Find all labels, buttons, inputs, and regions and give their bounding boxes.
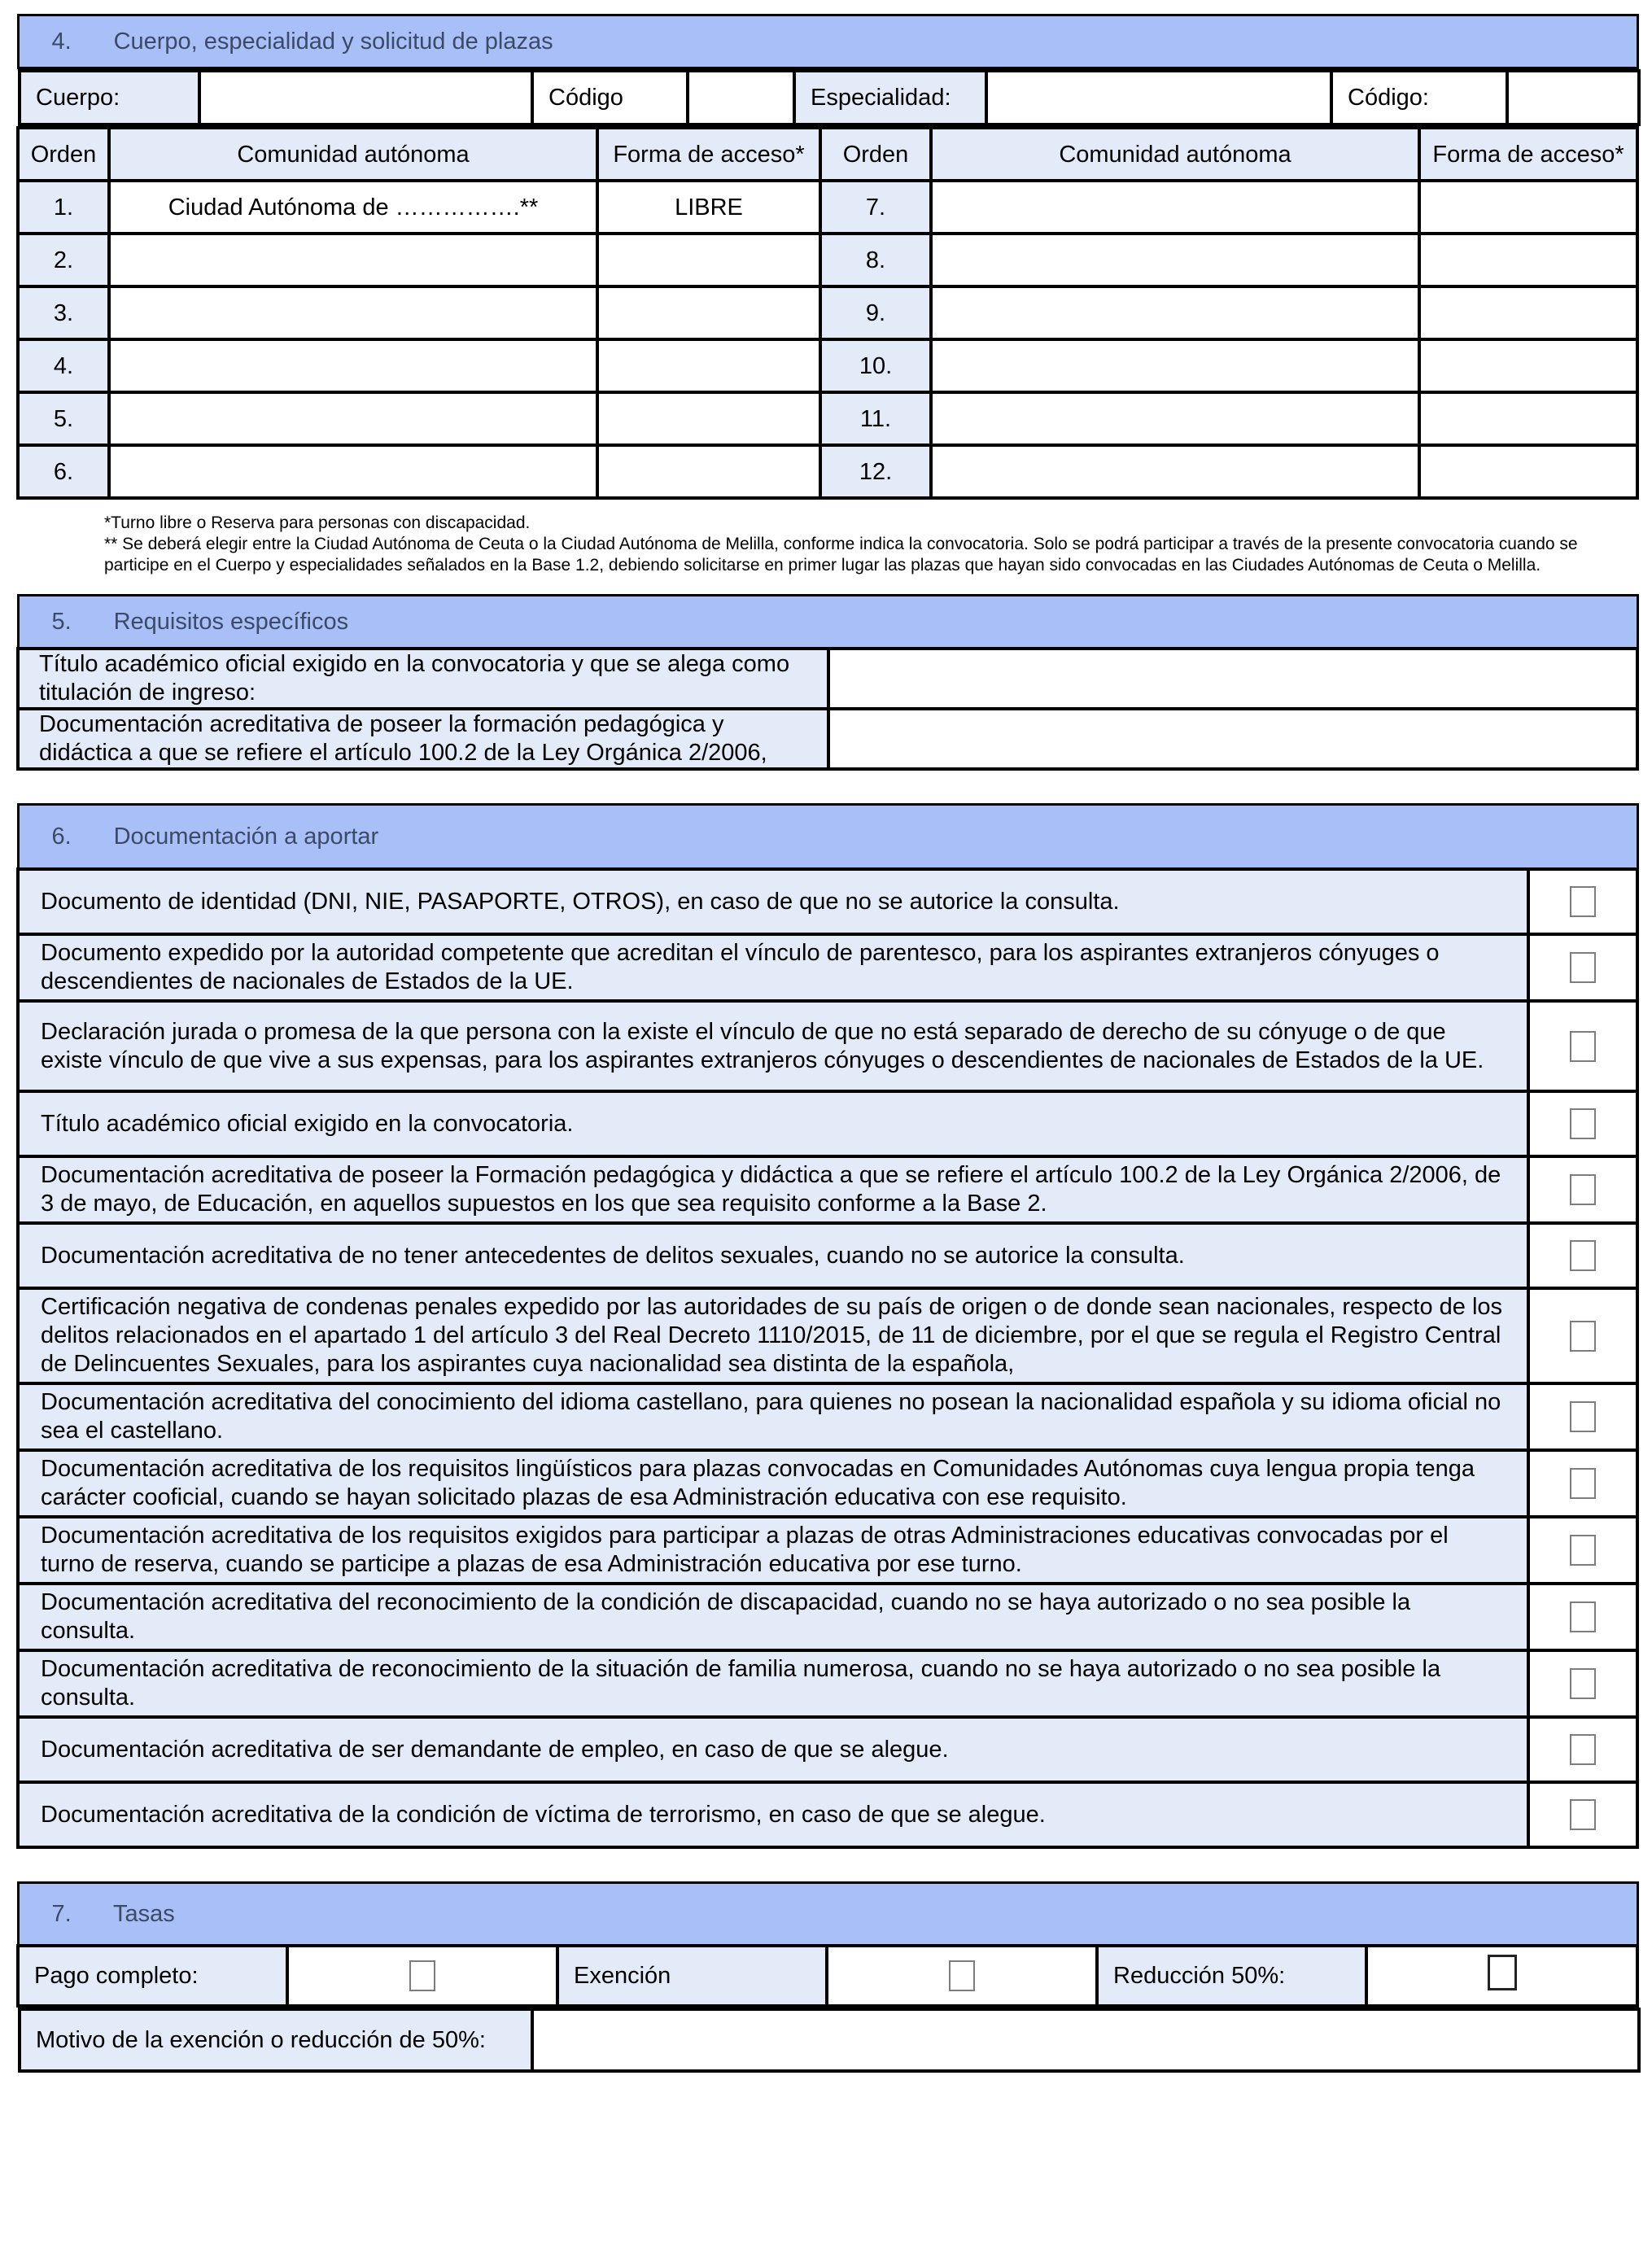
forma-cell[interactable] <box>1419 392 1637 445</box>
document-item <box>18 869 1637 934</box>
comunidad-cell[interactable] <box>109 339 597 392</box>
section-4-header <box>18 15 1637 68</box>
document-item-label: Título académico oficial exigido en la convocatoria. <box>18 1091 1528 1156</box>
forma-cell[interactable] <box>1419 339 1637 392</box>
forma-cell[interactable] <box>1419 181 1637 234</box>
section-number: 6. <box>51 824 72 850</box>
comunidad-cell[interactable] <box>109 234 597 286</box>
document-item <box>18 1450 1637 1517</box>
forma-cell[interactable]: LIBRE <box>597 181 820 234</box>
section-number: 5. <box>51 609 72 635</box>
checkbox[interactable] <box>1570 1668 1596 1699</box>
forma-cell[interactable] <box>1419 234 1637 286</box>
document-item-label: Documentación acreditativa de los requisitos lingüísticos para plazas convocadas en Comunidades Autónomas cuya lengua propia tenga carácter cooficial, cuando se hayan solicitado plazas de esa Administración educativa con ese requisito. <box>18 1450 1528 1517</box>
comunidad-cell[interactable] <box>931 234 1419 286</box>
footnote-1: *Turno libre o Reserva para personas con discapacidad. <box>104 513 531 532</box>
orden-number: 3. <box>18 286 109 339</box>
forma-cell[interactable] <box>597 445 820 498</box>
especialidad-field[interactable] <box>986 71 1331 125</box>
comunidad-cell[interactable] <box>931 445 1419 498</box>
checkbox[interactable] <box>1570 1321 1596 1352</box>
document-item-label: Documentación acreditativa de ser demandante de empleo, en caso de que se alegue. <box>18 1717 1528 1782</box>
section-title: Cuerpo, especialidad y solicitud de plazas <box>113 28 553 55</box>
document-item <box>18 1091 1637 1156</box>
document-item-label: Documentación acreditativa del conocimiento del idioma castellano, para quienes no posean la nacionalidad española y su idioma oficial no sea el castellano. <box>18 1383 1528 1450</box>
exencion-label: Exención <box>557 1946 827 2006</box>
table-row <box>18 339 1637 392</box>
checkbox[interactable] <box>1570 1535 1596 1566</box>
document-item <box>18 1288 1637 1383</box>
section-7-header <box>18 1883 1637 1947</box>
document-item-label: Documentación acreditativa de reconocimiento de la situación de familia numerosa, cuando no se haya autorizado o no sea posible la consulta. <box>18 1650 1528 1717</box>
comunidad-cell[interactable] <box>931 392 1419 445</box>
document-item <box>18 1650 1637 1717</box>
section-number: 4. <box>51 28 72 55</box>
motivo-label: Motivo de la exención o reducción de 50%: <box>20 2009 532 2071</box>
col-header-orden-2: Orden <box>820 128 931 181</box>
section-5-header <box>18 596 1637 649</box>
document-item-label: Declaración jurada o promesa de la que persona con la existe el vínculo de que no está separado de derecho de su cónyuge o de que existe vínculo de que vive a sus expensas, para los aspirantes extranjeros cónyuges o descendientes de nacionales de Estados de la UE. <box>18 1001 1528 1091</box>
forma-cell[interactable] <box>597 286 820 339</box>
checkbox[interactable] <box>1570 1031 1596 1062</box>
section-7-table <box>16 1881 1639 2073</box>
table-row <box>18 181 1637 234</box>
table-row <box>18 286 1637 339</box>
orden-number: 2. <box>18 234 109 286</box>
orden-number: 12. <box>820 445 931 498</box>
comunidad-cell[interactable] <box>109 286 597 339</box>
orden-number: 5. <box>18 392 109 445</box>
especialidad-label: Especialidad: <box>794 71 986 125</box>
orden-number: 1. <box>18 181 109 234</box>
document-item-label: Documentación acreditativa de los requisitos exigidos para participar a plazas de otras Administraciones educativas convocadas por el turno de reserva, cuando se participe a plazas de esa Administración educativa por ese turno. <box>18 1517 1528 1584</box>
titulo-academico-field[interactable] <box>828 649 1637 709</box>
orden-number: 4. <box>18 339 109 392</box>
footnotes <box>16 500 1636 576</box>
comunidad-cell[interactable] <box>931 181 1419 234</box>
checkbox[interactable] <box>1570 1108 1596 1139</box>
reduccion-label: Reducción 50%: <box>1097 1946 1366 2006</box>
checkbox[interactable] <box>1570 1601 1596 1632</box>
checkbox[interactable] <box>1570 1174 1596 1205</box>
document-item <box>18 1782 1637 1847</box>
application-form-page <box>16 14 1636 2073</box>
orden-number: 7. <box>820 181 931 234</box>
codigo-especialidad-label: Código: <box>1331 71 1507 125</box>
table-row <box>18 445 1637 498</box>
document-item-label: Documento de identidad (DNI, NIE, PASAPORTE, OTROS), en caso de que no se autorice la consulta. <box>18 869 1528 934</box>
forma-cell[interactable] <box>597 392 820 445</box>
comunidad-cell[interactable] <box>931 286 1419 339</box>
exencion-checkbox[interactable] <box>949 1960 975 1991</box>
codigo-label: Código <box>532 71 688 125</box>
section-title: Tasas <box>113 1901 175 1927</box>
document-item <box>18 1223 1637 1288</box>
comunidad-cell[interactable]: Ciudad Autónoma de …………….** <box>109 181 597 234</box>
document-item <box>18 1156 1637 1223</box>
comunidad-cell[interactable] <box>109 445 597 498</box>
motivo-field[interactable] <box>532 2009 1639 2071</box>
cuerpo-field[interactable] <box>199 71 532 125</box>
section-title: Documentación a aportar <box>113 824 379 850</box>
cuerpo-label: Cuerpo: <box>20 71 199 125</box>
checkbox[interactable] <box>1570 1468 1596 1499</box>
section-6-table <box>16 803 1639 1849</box>
document-item-label: Documento expedido por la autoridad competente que acreditan el vínculo de parentesco, para los aspirantes extranjeros cónyuges o descendientes de nacionales de Estados de la UE. <box>18 934 1528 1001</box>
motivo-row <box>18 2008 1641 2073</box>
pago-completo-checkbox[interactable] <box>409 1960 435 1991</box>
col-header-forma: Forma de acceso* <box>597 128 820 181</box>
orden-number: 8. <box>820 234 931 286</box>
reduccion-checkbox[interactable] <box>1488 1955 1517 1990</box>
document-item-label: Documentación acreditativa de no tener antecedentes de delitos sexuales, cuando no se autorice la consulta. <box>18 1223 1528 1288</box>
section-number: 7. <box>51 1901 72 1927</box>
orden-number: 6. <box>18 445 109 498</box>
pago-completo-label: Pago completo: <box>18 1946 287 2006</box>
checkbox[interactable] <box>1570 1799 1596 1830</box>
checkbox[interactable] <box>1570 1401 1596 1432</box>
orden-number: 11. <box>820 392 931 445</box>
section-5-table <box>16 594 1639 771</box>
comunidad-cell[interactable] <box>931 339 1419 392</box>
codigo-especialidad-field[interactable] <box>1507 71 1639 125</box>
document-item <box>18 934 1637 1001</box>
section-6-header <box>18 805 1637 870</box>
codigo-field[interactable] <box>688 71 794 125</box>
table-row <box>18 234 1637 286</box>
cuerpo-especialidad-row <box>18 69 1641 126</box>
col-header-orden: Orden <box>18 128 109 181</box>
document-item-label: Documentación acreditativa del reconocimiento de la condición de discapacidad, cuando no se haya autorizado o no sea posible la consulta. <box>18 1584 1528 1650</box>
section-title: Requisitos específicos <box>113 609 349 635</box>
document-item-label: Certificación negativa de condenas penales expedido por las autoridades de su país de origen o de donde sean nacionales, respecto de los delitos relacionados en el apartado 1 del artículo 3 del Real Decreto 1110/2015, de 11 de diciembre, por el que se regula el Registro Central de Delincuentes Sexuales, para los aspirantes cuya nacionalidad sea distinta de la española, <box>18 1288 1528 1383</box>
section-4-table <box>16 14 1639 500</box>
comunidad-cell[interactable] <box>109 392 597 445</box>
formacion-pedagogica-field[interactable] <box>828 709 1637 769</box>
document-item-label: Documentación acreditativa de la condición de víctima de terrorismo, en caso de que se alegue. <box>18 1782 1528 1847</box>
forma-cell[interactable] <box>1419 445 1637 498</box>
col-header-comunidad-2: Comunidad autónoma <box>931 128 1419 181</box>
forma-cell[interactable] <box>1419 286 1637 339</box>
document-item <box>18 1584 1637 1650</box>
checkbox[interactable] <box>1570 1240 1596 1271</box>
col-header-forma-2: Forma de acceso* <box>1419 128 1637 181</box>
orden-number: 9. <box>820 286 931 339</box>
titulo-academico-label: Título académico oficial exigido en la convocatoria y que se alega como titulación de ingreso: <box>18 649 828 709</box>
document-item <box>18 1517 1637 1584</box>
checkbox[interactable] <box>1570 886 1596 917</box>
footnote-2: ** Se deberá elegir entre la Ciudad Autónoma de Ceuta o la Ciudad Autónoma de Melilla, conforme indica la convocatoria. Solo se podrá participar a través de la presente convocatoria cuando se participe en el Cuerpo y especialidades señalados en la Base 1.2, debiendo solicitarse en primer lugar las plazas que hayan sido convocadas en las Ciudades Autónomas de Ceuta o Melilla. <box>104 535 1578 575</box>
document-item <box>18 1001 1637 1091</box>
document-item-label: Documentación acreditativa de poseer la Formación pedagógica y didáctica a que se refiere el artículo 100.2 de la Ley Orgánica 2/2006, de 3 de mayo, de Educación, en aquellos supuestos en los que sea requisito conforme a la Base 2. <box>18 1156 1528 1223</box>
formacion-pedagogica-label: Documentación acreditativa de poseer la formación pedagógica y didáctica a que se refiere el artículo 100.2 de la Ley Orgánica 2/2006, <box>18 709 828 769</box>
checkbox[interactable] <box>1570 952 1596 983</box>
forma-cell[interactable] <box>597 339 820 392</box>
col-header-comunidad: Comunidad autónoma <box>109 128 597 181</box>
document-item <box>18 1717 1637 1782</box>
orden-number: 10. <box>820 339 931 392</box>
table-row <box>18 392 1637 445</box>
document-item <box>18 1383 1637 1450</box>
checkbox[interactable] <box>1570 1734 1596 1765</box>
forma-cell[interactable] <box>597 234 820 286</box>
